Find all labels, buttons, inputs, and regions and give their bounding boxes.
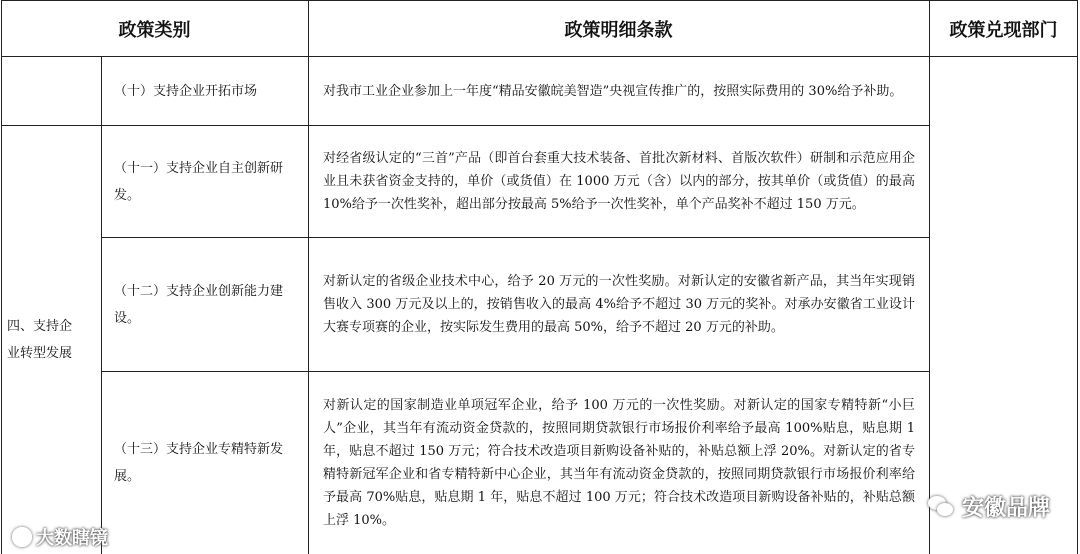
table-row-detail: 对我市工业企业参加上一年度“精品安徽皖美智造”央视宣传推广的，按照实际费用的 30%给予补助。 [323,83,903,99]
wechat-logo-icon [928,496,954,518]
table-row-item: （十一）支持企业自主创新研发。 [114,160,284,203]
table-row-item: （十）支持企业开拓市场 [114,83,258,99]
category-cell [1,126,101,554]
table-border-right [1077,0,1078,554]
category-label-line2: 业转型发展 [7,346,73,361]
table-row-detail: 对新认定的国家制造业单项冠军企业，给予 100 万元的一次性奖励。对新认定的国家专精特新“小巨人”企业，其当年有流动资金贷款的，按照同期贷款银行市场报价利率给予最高 100%贴息，贴息期 1 年，贴息不超过 150 万元；符合技术改造项目新购设备补贴的，补贴总额上浮 20%。对新认定的省专精特新冠军企业和省专精特新中心企业，其当年有流动资金贷款的，按照同期贷款银行市场报价利率给予最高 70%贴息，贴息期 1 年，贴息不超过 100 万元；符合技术改造项目新购设备补贴的，补贴总额上浮 10%。 [323,398,915,528]
header-policy-details: 政策明细条款 [564,19,673,41]
header-policy-department: 政策兑现部门 [949,19,1058,41]
watermark-right [928,491,1050,522]
watermark-left [12,524,108,550]
policy-table [1,0,1078,554]
table-row-item: （十三）支持企业专精特新发展。 [114,442,284,484]
table-row-detail: 对经省级认定的“三首”产品（即首台套重大技术装备、首批次新材料、首版次软件）研制和示范应用企业且未获省资金支持的，单价（或货值）在 1000 万元（含）以内的部分，按其单价（或货值）的最高 10%给予一次性奖补，超出部分按最高 5%给予一次性奖补，单个产品奖补不超过 150 万元。 [323,151,915,212]
column-divider [929,0,930,554]
table-row-item: （十二）支持企业创新能力建设。 [114,283,284,326]
table-row-detail: 对新认定的省级企业技术中心，给予 20 万元的一次性奖励。对新认定的安徽省新产品，其当年实现销售收入 300 万元及以上的，按销售收入的最高 4%给予不超过 30 万元的奖补。对承办安徽省工业设计大赛专项赛的企业，按实际发生费用的最高 50%，给予不超过 20 万元的补助。 [323,274,915,335]
weibo-logo-icon [12,527,32,547]
header-policy-category: 政策类别 [118,19,191,41]
category-label-line1: 四、支持企 [7,319,73,334]
watermark-left-text: 大数瞎镜 [36,528,108,549]
watermark-right-text: 安徽品牌 [961,496,1050,521]
